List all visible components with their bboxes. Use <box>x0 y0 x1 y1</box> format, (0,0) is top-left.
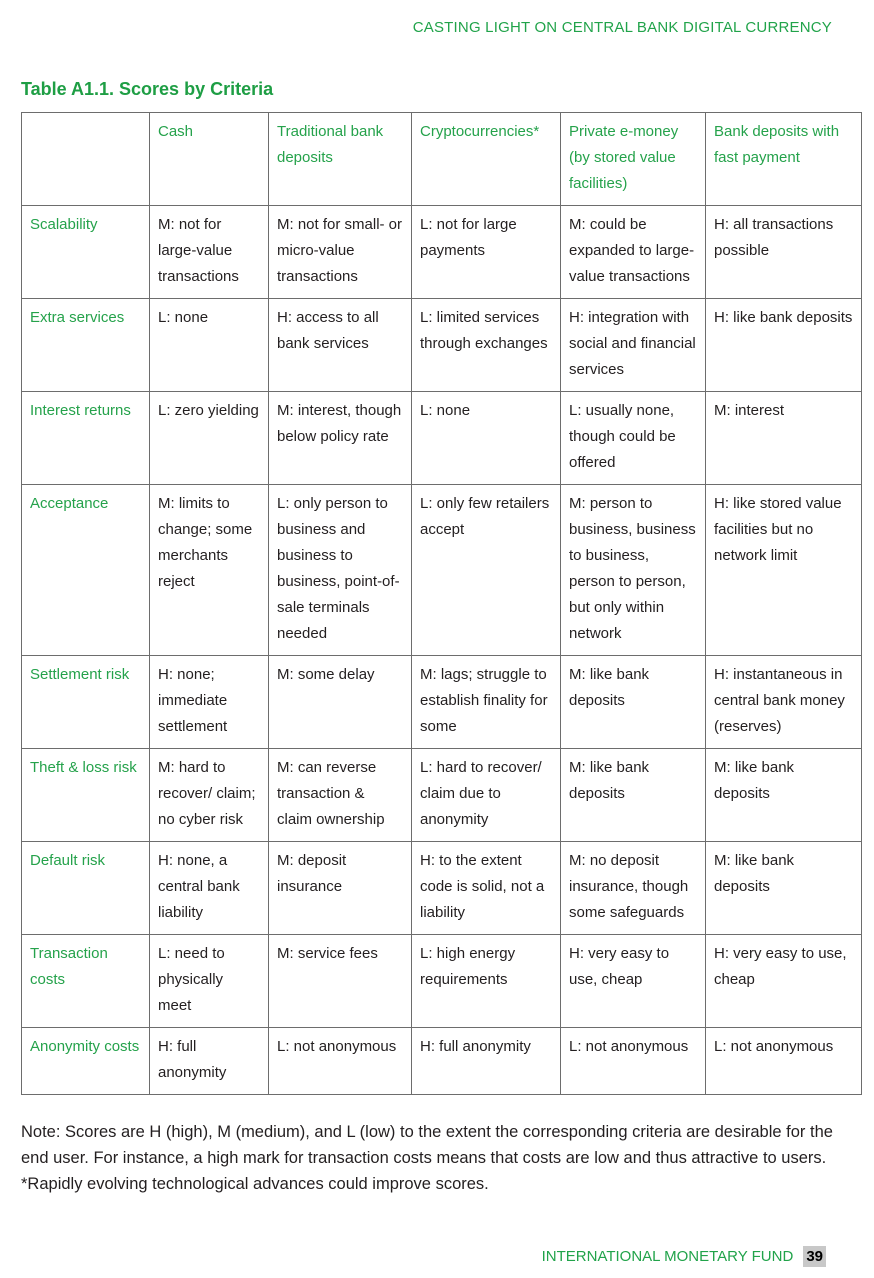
table-cell: H: like stored value facilities but no network limit <box>706 485 862 656</box>
table-cell: M: limits to change; some merchants reject <box>150 485 269 656</box>
table-cell: H: none; immediate settlement <box>150 656 269 749</box>
table-cell: H: to the extent code is solid, not a liability <box>412 842 561 935</box>
table-cell: M: like bank deposits <box>706 749 862 842</box>
row-label: Acceptance <box>22 485 150 656</box>
row-label: Transaction costs <box>22 935 150 1028</box>
table-cell: L: limited services through exchanges <box>412 299 561 392</box>
table-cell: H: very easy to use, cheap <box>561 935 706 1028</box>
table-cell: H: very easy to use, cheap <box>706 935 862 1028</box>
table-cell: H: none, a central bank liability <box>150 842 269 935</box>
table-cell: M: no deposit insurance, though some safeguards <box>561 842 706 935</box>
table-cell: L: only few retailers accept <box>412 485 561 656</box>
table-cell: M: deposit insurance <box>269 842 412 935</box>
table-cell: H: like bank deposits <box>706 299 862 392</box>
table-cell: M: like bank deposits <box>561 656 706 749</box>
scores-table <box>21 112 862 1095</box>
table-row <box>22 1028 862 1095</box>
table-cell: L: usually none, though could be offered <box>561 392 706 485</box>
table-cell: L: not anonymous <box>269 1028 412 1095</box>
table-cell: H: instantaneous in central bank money (reserves) <box>706 656 862 749</box>
table-cell: M: person to business, business to business, person to person, but only within network <box>561 485 706 656</box>
table-row <box>22 749 862 842</box>
table-row <box>22 935 862 1028</box>
table-title: Table A1.1. Scores by Criteria <box>21 79 274 99</box>
running-head: CASTING LIGHT ON CENTRAL BANK DIGITAL CURRENCY <box>412 19 832 36</box>
page-footer <box>542 1246 826 1267</box>
table-cell: L: hard to recover/ claim due to anonymity <box>412 749 561 842</box>
table-cell: L: not anonymous <box>561 1028 706 1095</box>
table-cell: L: none <box>150 299 269 392</box>
column-header: Bank deposits with fast payment <box>706 113 862 206</box>
table-cell: L: only person to business and business to business, point-of-sale terminals needed <box>269 485 412 656</box>
header-row <box>22 113 862 206</box>
table-row <box>22 206 862 299</box>
table-cell: M: can reverse transaction & claim ownership <box>269 749 412 842</box>
table-cell: M: not for large-value transactions <box>150 206 269 299</box>
row-label: Scalability <box>22 206 150 299</box>
page-number: 39 <box>803 1246 826 1267</box>
table-cell: M: some delay <box>269 656 412 749</box>
column-header <box>22 113 150 206</box>
table-cell: M: hard to recover/ claim; no cyber risk <box>150 749 269 842</box>
column-header: Private e-money (by stored value facilities) <box>561 113 706 206</box>
table-cell: L: not anonymous <box>706 1028 862 1095</box>
table-cell: H: full anonymity <box>412 1028 561 1095</box>
table-cell: M: not for small- or micro-value transactions <box>269 206 412 299</box>
table-cell: M: like bank deposits <box>561 749 706 842</box>
row-label: Extra services <box>22 299 150 392</box>
column-header: Cryptocurrencies* <box>412 113 561 206</box>
table-cell: M: like bank deposits <box>706 842 862 935</box>
table-row <box>22 392 862 485</box>
column-header: Traditional bank deposits <box>269 113 412 206</box>
table-cell: M: service fees <box>269 935 412 1028</box>
table-cell: H: integration with social and financial services <box>561 299 706 392</box>
table-cell: M: could be expanded to large-value transactions <box>561 206 706 299</box>
table-note: Note: Scores are H (high), M (medium), and L (low) to the extent the corresponding criteria are desirable for the end user. For instance, a high mark for transaction costs means that costs are low and thus attractive to users. *Rapidly evolving technological advances could improve scores. <box>21 1123 833 1193</box>
table-cell: L: high energy requirements <box>412 935 561 1028</box>
table-cell: L: zero yielding <box>150 392 269 485</box>
table-row <box>22 656 862 749</box>
row-label: Default risk <box>22 842 150 935</box>
table-cell: M: interest, though below policy rate <box>269 392 412 485</box>
table-cell: H: all transactions possible <box>706 206 862 299</box>
table-cell: L: not for large payments <box>412 206 561 299</box>
table-row <box>22 842 862 935</box>
table-cell: M: interest <box>706 392 862 485</box>
row-label: Settlement risk <box>22 656 150 749</box>
table-cell: M: lags; struggle to establish finality for some <box>412 656 561 749</box>
footer-publisher: INTERNATIONAL MONETARY FUND <box>541 1248 794 1265</box>
row-label: Theft & loss risk <box>22 749 150 842</box>
table-cell: L: need to physically meet <box>150 935 269 1028</box>
table-cell: H: access to all bank services <box>269 299 412 392</box>
row-label: Interest returns <box>22 392 150 485</box>
table-row <box>22 485 862 656</box>
table-row <box>22 299 862 392</box>
column-header: Cash <box>150 113 269 206</box>
table-cell: L: none <box>412 392 561 485</box>
row-label: Anonymity costs <box>22 1028 150 1095</box>
table-cell: H: full anonymity <box>150 1028 269 1095</box>
